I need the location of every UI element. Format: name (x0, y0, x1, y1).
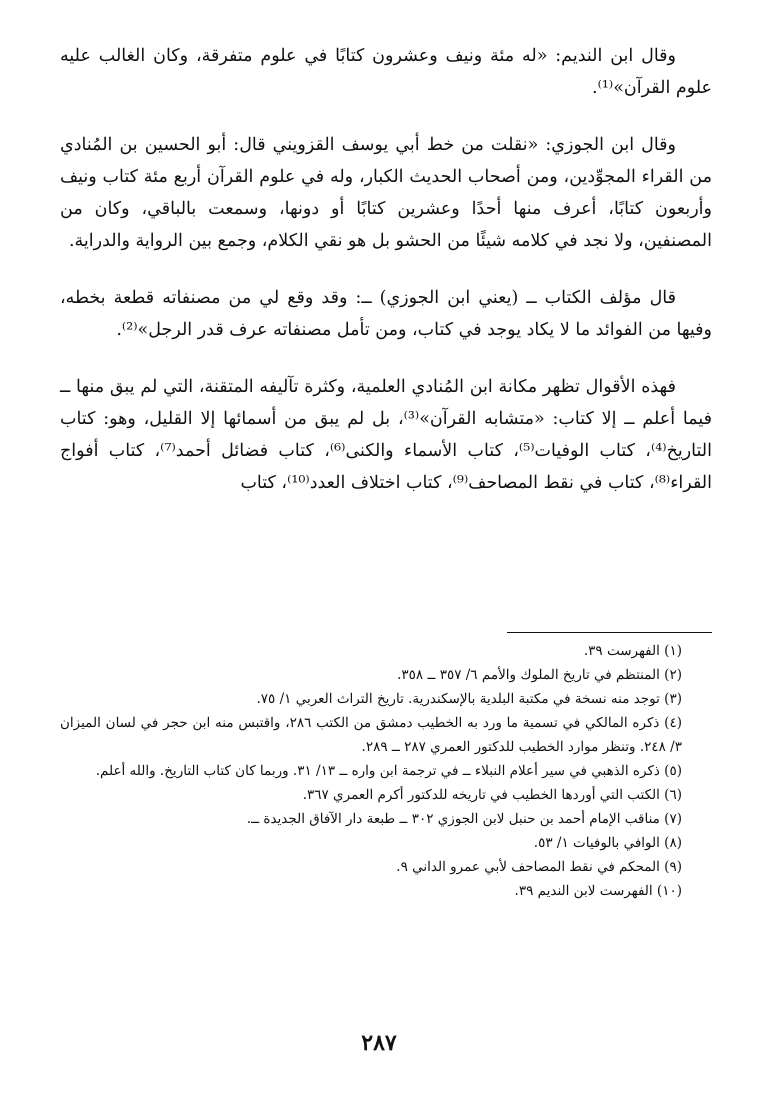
paragraph-author-quote: قال مؤلف الكتاب ــ (يعني ابن الجوزي) ــ: وقد وقع لي من مصنفاته قطعة بخطه، وفيها من الفوائد ما لا يكاد يوجد في كتاب، ومن تأمل مصنفاته عرف قدر الرجل»⁽²⁾. (60, 288, 712, 340)
footnote-10: (١٠) الفهرست لابن النديم ٣٩. (514, 883, 682, 899)
paragraph-ibn-al-nadim: وقال ابن النديم: «له مئة ونيف وعشرون كتابًا في علوم متفرقة، وكان الغالب عليه علوم القرآن»⁽¹⁾. (60, 46, 712, 98)
main-text (60, 40, 712, 524)
footnote-8: (٨) الوافي بالوفيات ١/ ٥٣. (533, 835, 682, 851)
footnote-4: (٤) ذكره المالكي في تسمية ما ورد به الخطيب دمشق من الكتب ٢٨٦، واقتبس منه ابن حجر في لسان الميزان ٣/ ٢٤٨. وتنظر موارد الخطيب للدكتور العمري ٢٨٧ ــ ٢٨٩. (60, 715, 682, 755)
footnote-2: (٢) المنتظم في تاريخ الملوك والأمم ٦/ ٣٥٧ ــ ٣٥٨. (397, 667, 682, 683)
footnote-separator (507, 632, 712, 633)
footnote-9: (٩) المحكم في نقط المصاحف لأبي عمرو الداني ٩. (396, 859, 682, 875)
footnote-1: (١) الفهرست ٣٩. (583, 643, 682, 659)
page-number: ٢٨٧ (361, 1030, 397, 1056)
footnote-7: (٧) مناقب الإمام أحمد بن حنبل لابن الجوزي ٣٠٢ ــ طبعة دار الآفاق الجديدة ــ. (246, 811, 682, 827)
footnote-5: (٥) ذكره الذهبي في سير أعلام النبلاء ــ في ترجمة ابن واره ــ ١٣/ ٣١. وربما كان كتاب التاريخ. والله أعلم. (95, 763, 682, 779)
paragraph-ibn-al-jawzi: وقال ابن الجوزي: «نقلت من خط أبي يوسف القزويني قال: أبو الحسين بن المُنادي من القراء المجوِّدين، ومن أصحاب الحديث الكبار، وله في علوم القرآن أربع مئة كتاب ونيف وأربعون كتابًا، أعرف منها أحدًا وعشرين كتابًا أو دونها، وسمعت بالباقي، وكان من المصنفين، ولا نجد في كلامه شيئًا من الحشو بل هو نقي الكلام، وجمع بين الرواية والدراية. (60, 135, 712, 251)
footnotes (60, 632, 712, 903)
paragraph-works-list: فهذه الأقوال تظهر مكانة ابن المُنادي العلمية، وكثرة تآليفه المتقنة، التي لم يبق منها ــ فيما أعلم ــ إلا كتاب: «متشابه القرآن»⁽³⁾، بل لم يبق من أسمائها إلا القليل، وهو: كتاب التاريخ⁽⁴⁾، كتاب الوفيات⁽⁵⁾، كتاب الأسماء والكنى⁽⁶⁾، كتاب فضائل أحمد⁽⁷⁾، كتاب أفواج القراء⁽⁸⁾، كتاب في نقط المصاحف⁽⁹⁾، كتاب اختلاف العدد⁽¹⁰⁾، كتاب (60, 377, 712, 493)
footnote-6: (٦) الكتب التي أوردها الخطيب في تاريخه للدكتور أكرم العمري ٣٦٧. (302, 787, 682, 803)
footnote-3: (٣) توجد منه نسخة في مكتبة البلدية بالإسكندرية. تاريخ التراث العربي ١/ ٧٥. (256, 691, 682, 707)
